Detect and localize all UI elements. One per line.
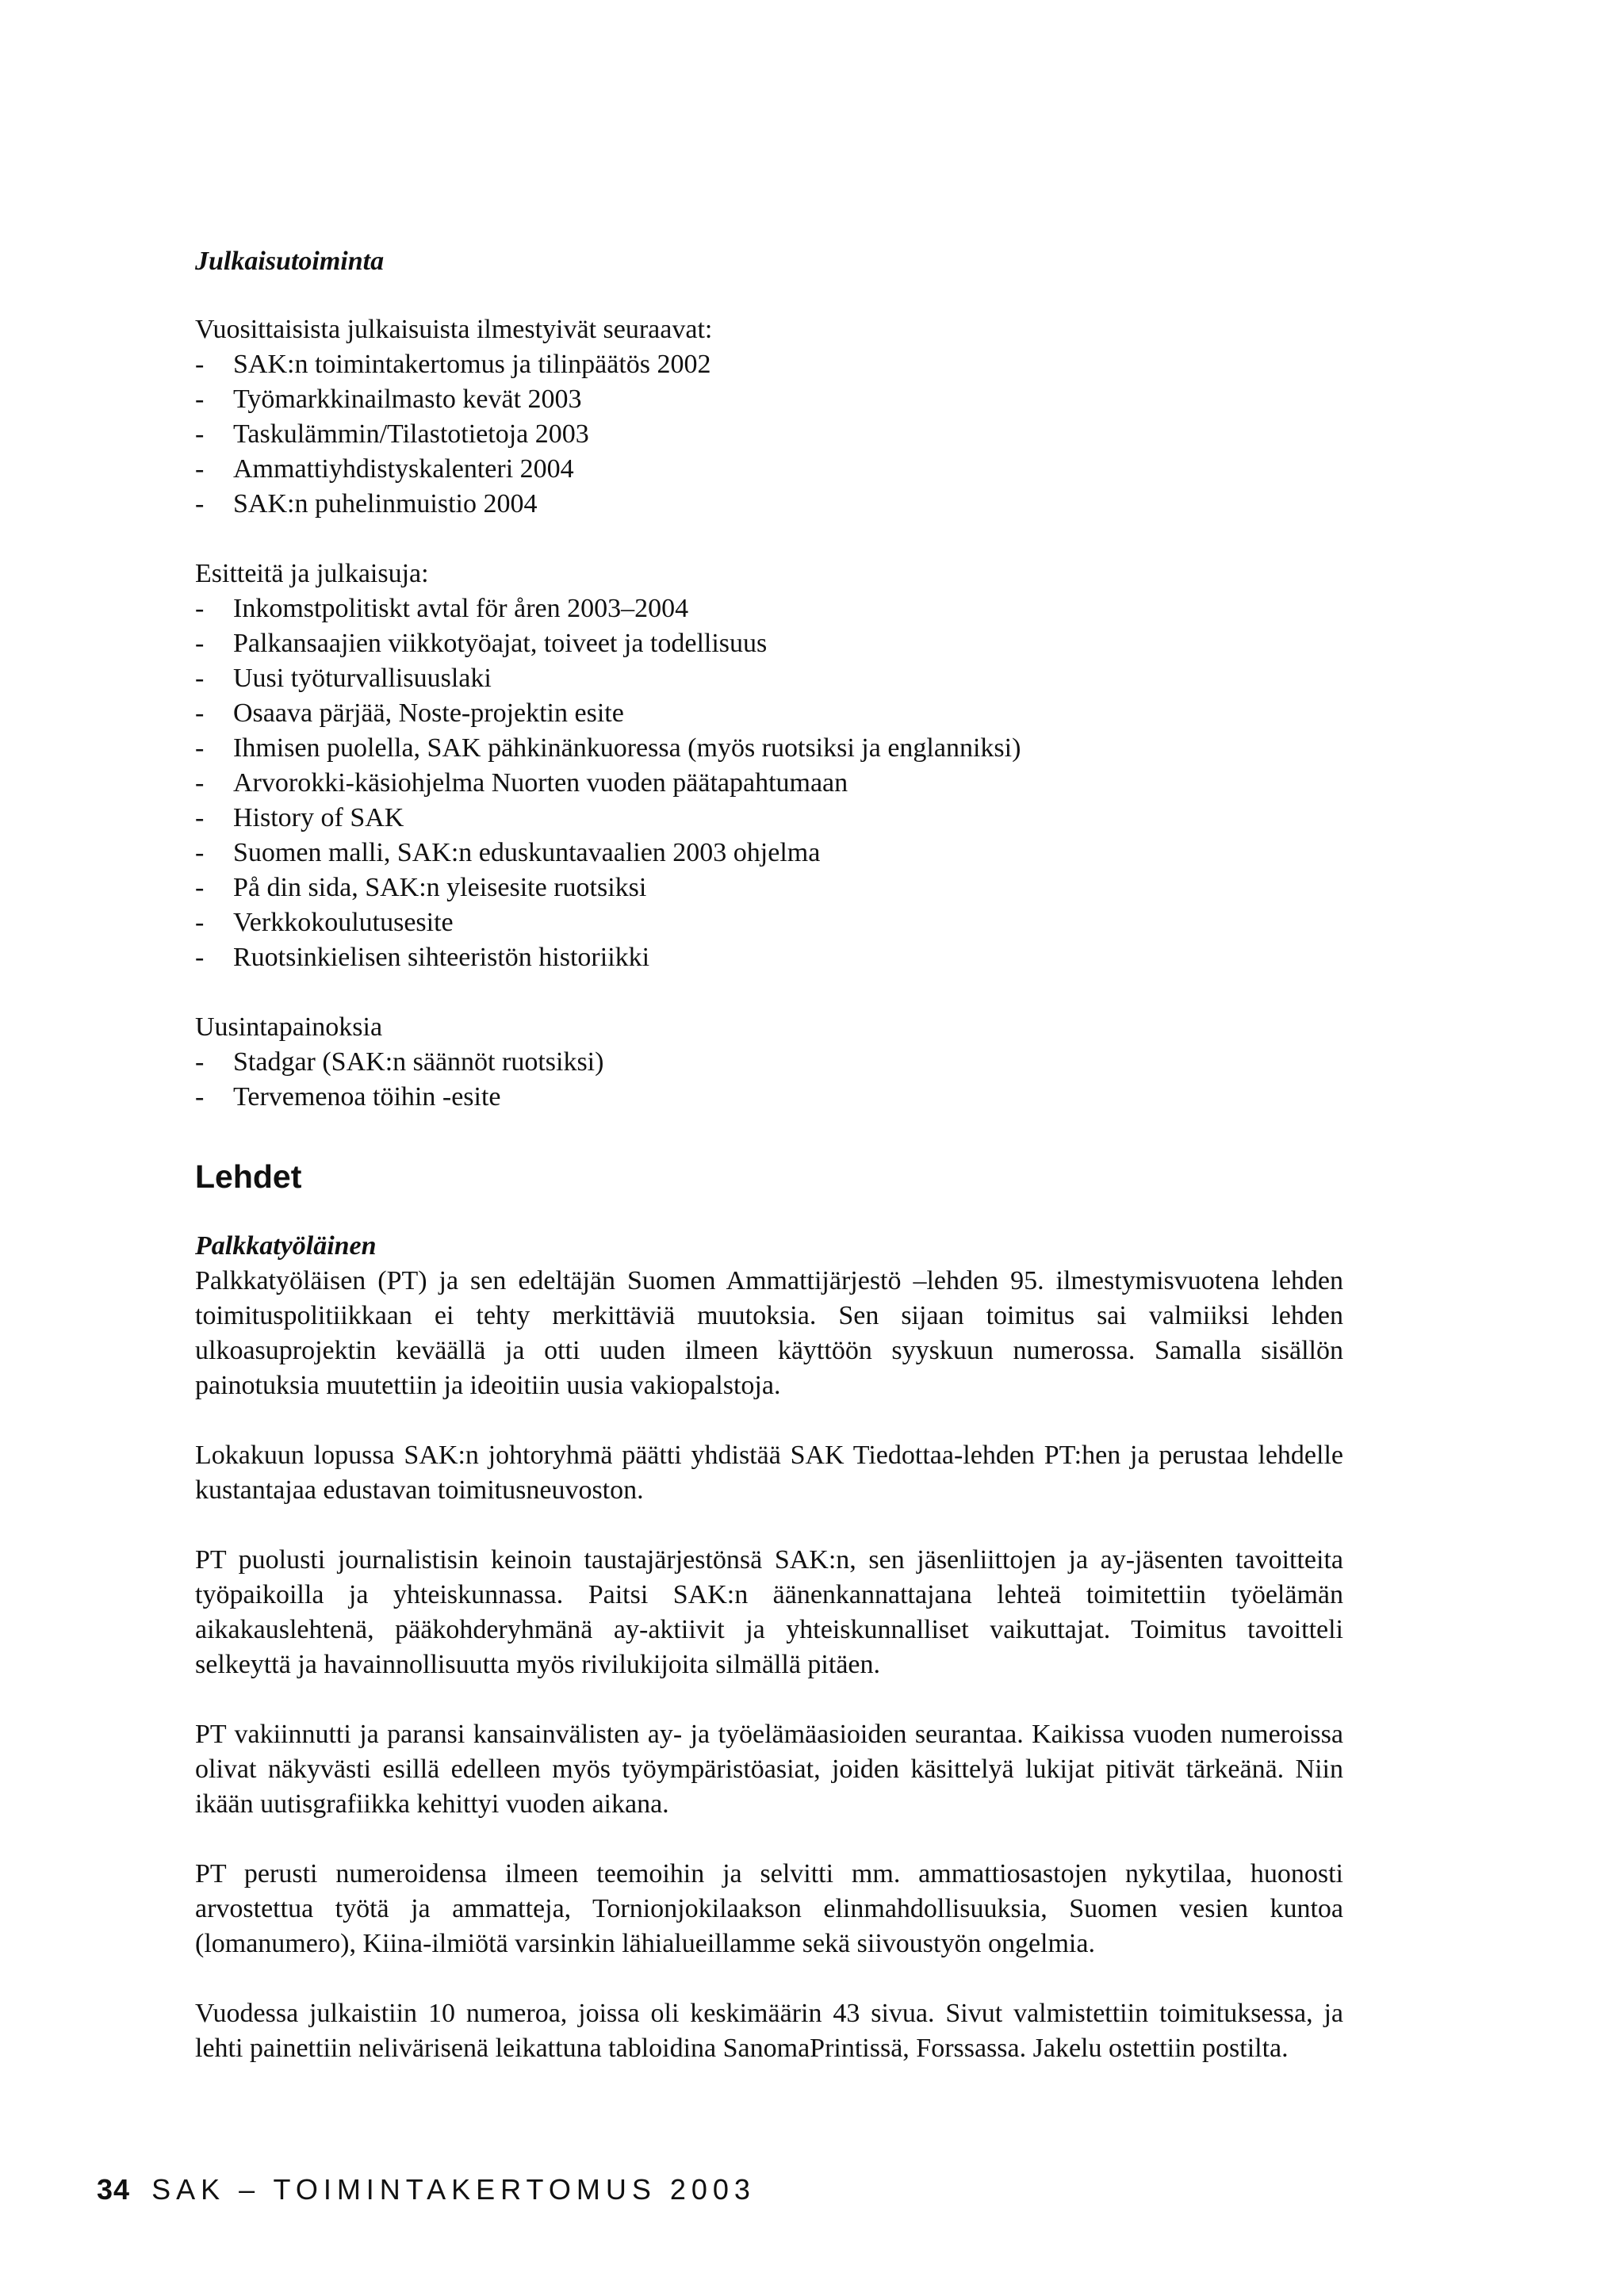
brochures-intro: Esitteitä ja julkaisuja: bbox=[195, 559, 429, 588]
magazines-heading: Lehdet bbox=[195, 1158, 302, 1195]
list-item: - History of SAK bbox=[195, 803, 404, 832]
list-item: - Ruotsinkielisen sihteeristön historiikki bbox=[195, 943, 650, 972]
page-number: 34 bbox=[97, 2173, 131, 2206]
list-item: - Arvorokki-käsiohjelma Nuorten vuoden päätapahtumaan bbox=[195, 768, 848, 798]
paragraph: Vuodessa julkaistiin 10 numeroa, joissa oli keskimäärin 43 sivua. Sivut valmistettiin toimituksessa, ja lehti painettiin nelivärisenä leikattuna tabloidina SanomaPrintissä, Forssassa. Jakelu ostettiin postilta. bbox=[195, 1999, 1343, 2063]
reprints-list bbox=[195, 1045, 1343, 1115]
paragraph: PT puolusti journalistisin keinoin taustajärjestönsä SAK:n, sen jäsenliittojen ja ay-jäsenten tavoitteita työpaikoilla ja yhteiskunnassa. Paitsi SAK:n äänenkannattajana lehteä toimitettiin työelämän aikakauslehtenä, pääkohderyhmänä ay-aktiivit ja yhteiskunnalliset vaikuttajat. Toimitus tavoitteli selkeyttä ja havainnollisuutta myös rivilukijoita silmällä pitäen. bbox=[195, 1545, 1343, 1679]
annual-publications-list bbox=[195, 347, 1343, 522]
list-item: - Uusi työturvallisuuslaki bbox=[195, 664, 492, 693]
annual-publications-intro: Vuosittaisista julkaisuista ilmestyivät seuraavat: bbox=[195, 315, 713, 344]
list-item: - SAK:n puhelinmuistio 2004 bbox=[195, 489, 538, 519]
list-item: - Ammattiyhdistyskalenteri 2004 bbox=[195, 454, 574, 484]
list-item: - Osaava pärjää, Noste-projektin esite bbox=[195, 698, 624, 728]
list-item: - Tervemenoa töihin -esite bbox=[195, 1082, 501, 1112]
section-title-publications: Julkaisutoiminta bbox=[195, 247, 385, 276]
list-item: - Inkomstpolitiskt avtal för åren 2003–2004 bbox=[195, 594, 689, 623]
list-item: - Stadgar (SAK:n säännöt ruotsiksi) bbox=[195, 1047, 604, 1077]
brochures-list bbox=[195, 591, 1343, 975]
footer-title: SAK – TOIMINTAKERTOMUS 2003 bbox=[151, 2173, 756, 2206]
paragraph: Lokakuun lopussa SAK:n johtoryhmä päätti yhdistää SAK Tiedottaa-lehden PT:hen ja perustaa lehdelle kustantajaa edustavan toimitusneuvoston. bbox=[195, 1441, 1343, 1505]
list-item: - Suomen malli, SAK:n eduskuntavaalien 2003 ohjelma bbox=[195, 838, 821, 867]
list-item: - Verkkokoulutusesite bbox=[195, 908, 454, 937]
paragraph: PT perusti numeroidensa ilmeen teemoihin ja selvitti mm. ammattiosastojen nykytilaa, huonosti arvostettua työtä ja ammatteja, Tornionjokilaakson elinmahdollisuuksia, Suomen vesien kuntoa (lomanumero), Kiina-ilmiötä varsinkin lähialueillamme sekä siivoustyön ongelmia. bbox=[195, 1859, 1343, 1958]
paragraph: Palkkatyöläisen (PT) ja sen edeltäjän Suomen Ammattijärjestö –lehden 95. ilmestymisvuotena lehden toimituspolitiikkaan ei tehty merkittäviä muutoksia. Sen sijaan toimitus sai valmiiksi lehden ulkoasuprojektin keväällä ja otti uuden ilmeen käyttöön syyskuun numerossa. Samalla sisällön painotuksia muutettiin ja ideoitiin uusia vakiopalstoja. bbox=[195, 1266, 1343, 1400]
magazine-subtitle: Palkkatyöläinen bbox=[195, 1231, 377, 1261]
list-item: - Ihmisen puolella, SAK pähkinänkuoressa (myös ruotsiksi ja englanniksi) bbox=[195, 733, 1021, 763]
list-item: - SAK:n toimintakertomus ja tilinpäätös 2002 bbox=[195, 350, 711, 379]
list-item: - Palkansaajien viikkotyöajat, toiveet ja todellisuus bbox=[195, 629, 768, 658]
page-body bbox=[195, 244, 1343, 2066]
list-item: - Taskulämmin/Tilastotietoja 2003 bbox=[195, 419, 589, 449]
page-footer bbox=[97, 2172, 756, 2207]
list-item: - På din sida, SAK:n yleisesite ruotsiksi bbox=[195, 873, 647, 902]
list-item: - Työmarkkinailmasto kevät 2003 bbox=[195, 385, 582, 414]
reprints-intro: Uusintapainoksia bbox=[195, 1012, 383, 1042]
paragraph: PT vakiinnutti ja paransi kansainvälisten ay- ja työelämäasioiden seurantaa. Kaikissa vuoden numeroissa olivat näkyvästi esillä edelleen myös työympäristöasiat, joiden käsittelyä lukijat pitivät tärkeänä. Niin ikään uutisgrafiikka kehittyi vuoden aikana. bbox=[195, 1720, 1343, 1819]
